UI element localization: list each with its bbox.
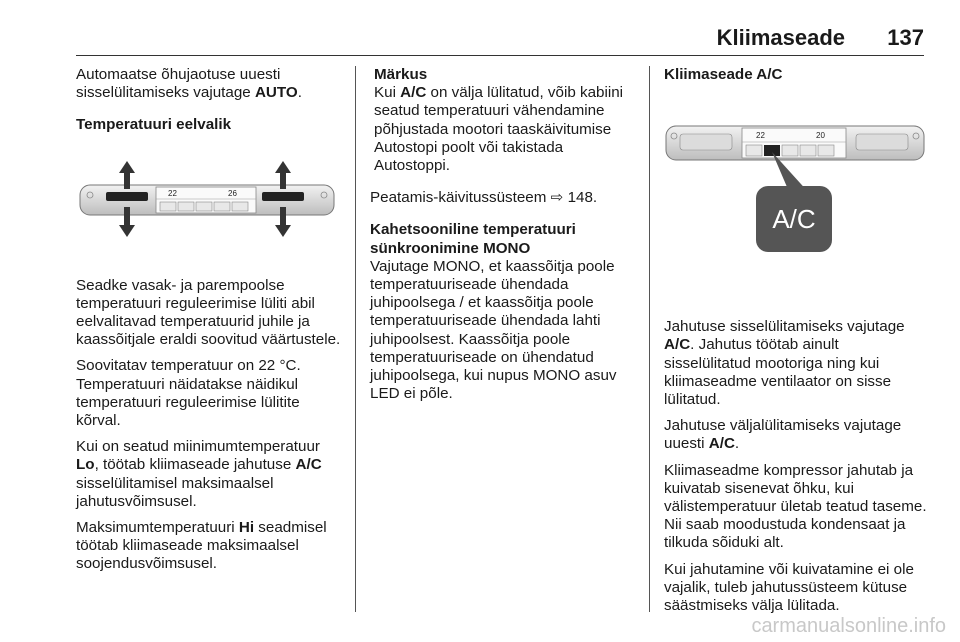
page-reference-arrow-icon: ⇨ — [550, 189, 564, 207]
paragraph-compressor: Kliimaseadme kompressor jahutab ja kuivatab sisenevat õhku, kui välistemperatuur ületab teatud taseme. Nii saab moodustuda kondensaat ja tilkuda sõiduki alt. — [664, 461, 927, 552]
note-box — [370, 66, 638, 175]
left-temp-rocker — [106, 192, 148, 201]
column-divider-2 — [649, 66, 650, 612]
right-temp-rocker — [262, 192, 304, 201]
heading-mono: Kahetsooniline temperatuuri sünkroonimine MONO — [370, 221, 576, 257]
ac-callout-label: A/C — [772, 204, 816, 235]
left-temp-display: 22 — [756, 131, 765, 141]
paragraph-mono: Vajutage MONO, et kaassõitja poole temperatuuriseade ühendada juhipoolsega / et kaassõitja poole temperatuuriseade ühendada lahti juhipoolsest. Kaassõitja poole temperatuuriseade on ühendatud juhipoolsega, kui nupus MONO asuv LED ei põle. — [370, 257, 617, 403]
paragraph-set-temperature: Seadke vasak- ja parempoolse temperatuuri reguleerimise lüliti abil eelvalitavad temperatuurid juhile ja kaassõitjale eraldi soovitud väärtustele. — [76, 276, 341, 349]
note-heading: Märkus — [374, 66, 428, 83]
paragraph-recommended-temperature: Soovitatav temperatuur on 22 °C. Temperatuuri näidatakse näidikul temperatuuri reguleerimise lülitite kõrval. — [76, 357, 301, 430]
right-temp-display: 20 — [816, 131, 825, 141]
left-temp-display: 22 — [168, 188, 177, 198]
ac-button-small — [764, 145, 780, 156]
column-3 — [664, 66, 928, 623]
climate-panel-illustration — [76, 159, 338, 251]
heading-temperature-preset: Temperatuuri eelvalik — [76, 116, 232, 134]
paragraph-fuel-saving: Kui jahutamine või kuivatamine ei ole vajalik, tuleb jahutussüsteem kütuse säästmiseks välja lülitada. — [664, 560, 914, 615]
paragraph-ac-off: Jahutuse väljalülitamiseks vajutage uuesti A/C. — [664, 417, 902, 453]
header-rule — [76, 55, 924, 56]
paragraph-ac-on: Jahutuse sisselülitamiseks vajutage A/C. Jahutus töötab ainult sisselülitatud mootoriga ning kui kliimaseadme ventilaator on sisse lülitatud. — [664, 318, 905, 409]
paragraph-min-temperature: Kui on seatud miinimumtemperatuur Lo, töötab kliimaseade jahutuse A/C sisselülitamisel maksimaalsel jahutusvõimsusel. — [76, 438, 322, 510]
paragraph-max-temperature: Maksimumtemperatuuri Hi seadmisel töötab kliimaseade maksimaalsel soojendusvõimsusel. — [76, 519, 327, 573]
paragraph-auto: Automaatse õhujaotuse uuesti sisselülitamiseks vajutage AUTO. — [76, 66, 302, 102]
page-header — [0, 22, 960, 56]
section-title: Kliimaseade — [716, 25, 845, 50]
heading-ac: Kliimaseade A/C — [664, 66, 783, 83]
ac-panel-illustration — [664, 122, 926, 272]
paragraph-reference: Peatamis-käivitussüsteem ⇨ 148. — [370, 189, 598, 207]
watermark: carmanualsonline.info — [751, 615, 946, 637]
column-2 — [370, 66, 638, 411]
column-1 — [76, 66, 346, 582]
column-divider-1 — [355, 66, 356, 612]
figure-ac-button — [664, 122, 926, 272]
note-text: Kui A/C on välja lülitatud, võib kabiini seatud temperatuuri vähendamine põhjustada mootori taaskäivitumise Autostopi poolt või takistada Autostoppi. — [374, 84, 624, 175]
right-temp-display: 26 — [228, 188, 237, 198]
figure-temperature-controls — [76, 159, 338, 251]
page-number: 137 — [887, 25, 924, 50]
